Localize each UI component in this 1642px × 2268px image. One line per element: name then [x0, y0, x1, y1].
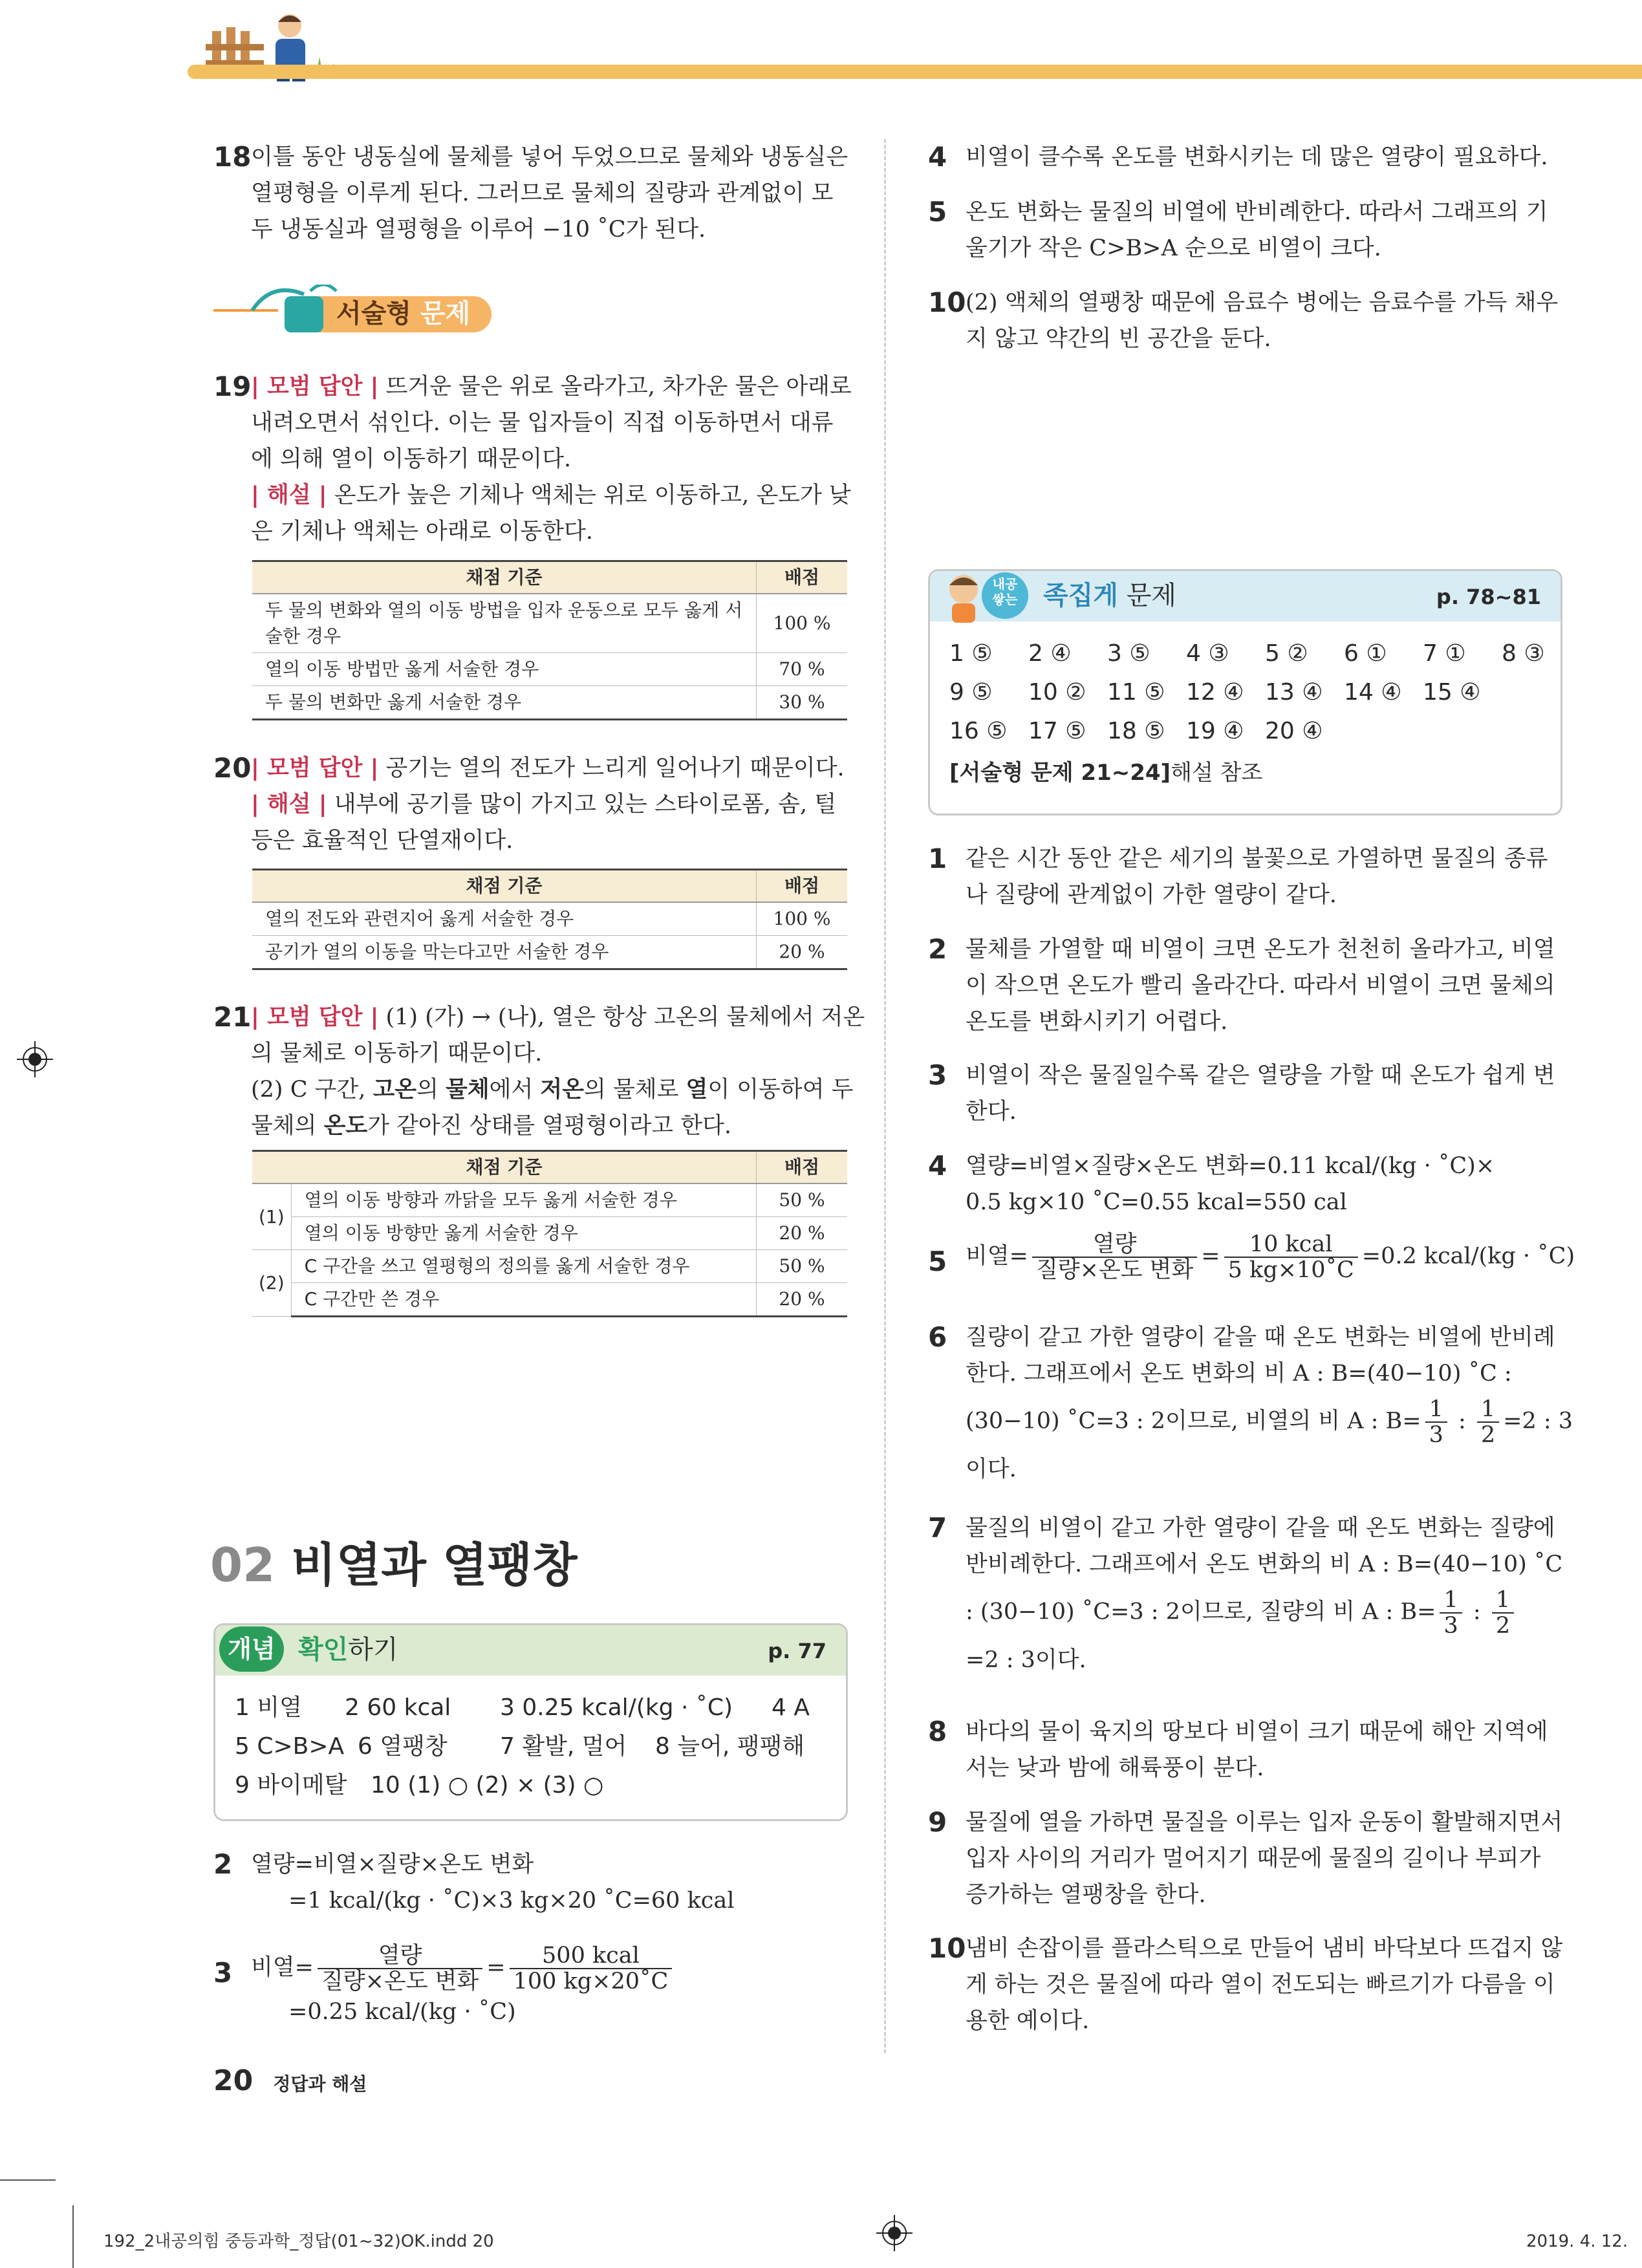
question-number: 19	[213, 371, 252, 402]
table-row	[252, 902, 847, 936]
answer-item: 17 ⑤	[1028, 718, 1086, 744]
question-number: 3	[928, 1059, 947, 1091]
answer-line: 물질에 열을 가하면 물질을 이루는 입자 운동이 활발해지면서	[966, 1809, 1563, 1835]
table-header: 채점 기준	[252, 561, 757, 594]
denominator: 질량×온도 변화	[321, 1969, 479, 1994]
table-row	[252, 1283, 847, 1317]
answer-line: =0.25 kcal/(kg · ˚C)	[288, 1999, 516, 2025]
question-number: 18	[213, 141, 252, 173]
explanation-label: | 해설 |	[251, 482, 327, 508]
answer-line: 나 질량에 관계없이 가한 열량이 같다.	[966, 882, 1337, 908]
keyword: 고온	[373, 1077, 417, 1103]
answer-line: 두 냉동실과 열평형을 이루어 −10 ˚C가 된다.	[251, 217, 706, 243]
answer-item: 11 ⑤	[1107, 679, 1165, 706]
answer-line: 한다. 그래프에서 온도 변화의 비 A : B=(40−10) ˚C :	[966, 1361, 1512, 1387]
answer-item: 8 늘어, 팽팽해	[655, 1733, 805, 1760]
answer-item: 7 활발, 멀어	[500, 1733, 627, 1760]
fraction	[1224, 1232, 1358, 1282]
answer-line: 바다의 물이 육지의 땅보다 비열이 크기 때문에 해안 지역에	[966, 1719, 1548, 1745]
table-cell: 공기가 열의 이동을 막는다고만 서술한 경우	[252, 936, 757, 969]
keyword: 열	[686, 1077, 708, 1103]
question-number: 5	[928, 196, 947, 228]
box-title: 족집게	[1043, 581, 1118, 610]
answer-line: (1) (가) → (나), 열은 항상 고온의 물체에서 저온	[378, 1004, 865, 1030]
answer-note	[949, 755, 1262, 791]
answer-item: 9 바이메탈	[235, 1772, 347, 1798]
concept-check-box	[213, 1623, 848, 1821]
question-number: 5	[928, 1246, 947, 1277]
answer-text: 물체의	[251, 1113, 324, 1139]
banner-title-suffix: 문제	[411, 299, 471, 329]
table-header: 배점	[757, 1151, 848, 1184]
fraction	[1477, 1397, 1499, 1447]
answer-line: 용한 예이다.	[966, 2008, 1090, 2034]
answer-line: 온도가 높은 기체나 액체는 위로 이동하고, 온도가 낮	[327, 482, 851, 508]
answer-text: 의 물체로	[584, 1077, 686, 1103]
answer-row	[235, 1767, 603, 1804]
numerator: 1	[1440, 1588, 1462, 1614]
answer-line: 은 기체나 액체는 아래로 이동한다.	[251, 519, 593, 545]
formula-rhs: =0.2 kcal/(kg · ˚C)	[1361, 1243, 1575, 1269]
answer-item: 9 ⑤	[949, 679, 993, 706]
answer-line: 입자 사이의 거리가 멀어지기 때문에 물질의 길이나 부피가	[966, 1846, 1541, 1872]
table-row	[252, 936, 847, 969]
answer-line: 의 물체로 이동하기 때문이다.	[251, 1041, 543, 1066]
answer-line: 비열이 작은 물질일수록 같은 열량을 가할 때 온도가 쉽게 변	[966, 1063, 1555, 1088]
answer-text: :	[1451, 1408, 1473, 1434]
keyword: 저온	[540, 1077, 585, 1103]
key-problems-box	[928, 569, 1562, 815]
scoring-table-19	[252, 560, 847, 720]
question-number: 6	[928, 1321, 947, 1353]
numerator: 열량	[318, 1943, 482, 1969]
answer-item: 8 ③	[1502, 640, 1545, 667]
model-answer-label: | 모범 답안 |	[251, 374, 379, 400]
print-file-name: 192_2내공의힘 중등과학_정답(01~32)OK.indd 20	[103, 2232, 494, 2251]
answer-line: 이 작으면 온도가 빨리 올라간다. 따라서 비열이 크면 물체의	[966, 973, 1555, 999]
answer-row	[949, 675, 1502, 711]
numerator: 500 kcal	[510, 1943, 673, 1969]
answer-item: 12 ④	[1186, 679, 1244, 706]
registration-mark-bottom	[876, 2215, 913, 2262]
chapter-title	[210, 1536, 578, 1594]
table-cell: 열의 이동 방법만 옳게 서술한 경우	[252, 653, 757, 686]
table-cell: C 구간을 쓰고 열평형의 정의를 옳게 서술한 경우	[291, 1250, 756, 1283]
equals: =	[1201, 1243, 1220, 1269]
answer-line: 울기가 작은 C>B>A 순으로 비열이 크다.	[966, 235, 1381, 261]
numerator: 10 kcal	[1224, 1232, 1358, 1258]
badge-text: 쌓는	[992, 592, 1018, 607]
answer-item: 10 (1) ○ (2) × (3) ○	[371, 1772, 604, 1798]
registration-mark-left	[17, 1041, 53, 1088]
answer-line: 에 의해 열이 이동하기 때문이다.	[251, 446, 572, 472]
table-cell: 70 %	[757, 653, 848, 686]
page-ref: p. 77	[768, 1639, 826, 1663]
answer-line: 냄비 손잡이를 플라스틱으로 만들어 냄비 바닥보다 뜨겁지 않	[966, 1936, 1563, 1961]
answer-line: 물질의 비열이 같고 가한 열량이 같을 때 온도 변화는 질량에	[966, 1515, 1555, 1541]
keyword: 물체	[446, 1077, 490, 1103]
answer-line: 질량이 같고 가한 열량이 같을 때 온도 변화는 비열에 반비례	[966, 1324, 1555, 1350]
answer-item: 4 ③	[1186, 640, 1229, 667]
answer-line: 서는 낮과 밤에 해륙풍이 분다.	[966, 1755, 1264, 1781]
table-cell: 20 %	[757, 1217, 848, 1250]
answer-text: :	[1465, 1599, 1488, 1625]
box-title-suffix: 문제	[1118, 581, 1176, 610]
answer-item: 7 ①	[1423, 640, 1466, 667]
table-cell: 50 %	[757, 1183, 848, 1217]
question-number: 1	[928, 843, 947, 874]
table-cell: 두 물의 변화만 옳게 서술한 경우	[252, 686, 757, 720]
answer-line: 등은 효율적인 단열재이다.	[251, 828, 513, 854]
fraction	[1032, 1232, 1197, 1282]
top-color-bar	[188, 65, 1642, 79]
page-ref: p. 78~81	[1436, 585, 1541, 609]
answer-item: 20 ④	[1265, 718, 1323, 744]
answer-item: 14 ④	[1344, 679, 1402, 706]
answer-item: 4 A	[772, 1694, 810, 1721]
denominator: 3	[1429, 1422, 1443, 1448]
numerator: 1	[1492, 1588, 1514, 1614]
question-number: 9	[928, 1806, 947, 1838]
table-header: 배점	[757, 870, 848, 903]
model-answer-label: | 모범 답안 |	[251, 1004, 379, 1030]
explanation-label: | 해설 |	[251, 792, 327, 817]
answer-line: 내부에 공기를 많이 가지고 있는 스타이로폼, 솜, 털	[327, 792, 837, 817]
note-text: 해설 참조	[1171, 760, 1263, 786]
answer-row	[949, 636, 1581, 672]
page-number: 20	[213, 2064, 254, 2097]
chapter-name: 비열과 열팽창	[275, 1538, 578, 1592]
answer-item: 16 ⑤	[949, 718, 1008, 744]
answer-item: 15 ④	[1423, 679, 1481, 706]
answer-text: 가 같아진 상태를 열평형이라고 한다.	[367, 1113, 731, 1139]
denominator: 5 kg×10˚C	[1227, 1257, 1354, 1283]
question-number: 4	[928, 1150, 947, 1182]
answer-line: 온도를 변화시키기 어렵다.	[966, 1009, 1228, 1035]
table-cell: 술한 경우	[265, 625, 341, 647]
trim-mark	[0, 2179, 56, 2181]
answer-line: 열량=비열×질량×온도 변화	[251, 1852, 534, 1877]
fraction	[1440, 1588, 1462, 1638]
table-cell: (2)	[252, 1250, 291, 1317]
table-header: 채점 기준	[252, 1151, 757, 1184]
question-number: 8	[928, 1716, 947, 1747]
answer-item: 19 ④	[1186, 718, 1244, 744]
answer-line: =1 kcal/(kg · ˚C)×3 kg×20 ˚C=60 kcal	[288, 1888, 735, 1914]
answer-line: 공기는 열의 전도가 느리게 일어나기 때문이다.	[378, 755, 845, 781]
box-title: 확인	[298, 1635, 349, 1665]
question-number: 2	[928, 933, 947, 965]
question-number: 4	[928, 141, 947, 173]
question-number: 3	[213, 1957, 233, 1989]
answer-line: 열량=비열×질량×온도 변화=0.11 kcal/(kg · ˚C)×	[966, 1153, 1495, 1179]
formula-lhs: 비열=	[966, 1243, 1028, 1269]
model-answer-label: | 모범 답안 |	[251, 755, 379, 781]
answer-row	[949, 713, 1344, 750]
denominator: 3	[1443, 1613, 1458, 1639]
table-row	[252, 653, 847, 686]
answer-text: 이 이동하여 두	[708, 1077, 854, 1103]
trim-mark	[72, 2205, 74, 2268]
fraction	[1425, 1397, 1447, 1447]
table-cell: 두 물의 변화와 열의 이동 방법을 입자 운동으로 모두 옳게 서	[265, 599, 743, 621]
banner-title: 서술형	[336, 299, 411, 329]
table-row	[252, 1217, 847, 1250]
fraction	[318, 1943, 482, 1994]
fraction	[510, 1943, 673, 1994]
formula-lhs: 비열=	[251, 1954, 314, 1981]
table-row	[252, 1250, 847, 1283]
answer-item: 13 ④	[1265, 679, 1323, 706]
answer-line: 게 하는 것은 물질에 따라 열이 전도되는 빠르기가 다름을 이	[966, 1972, 1555, 1998]
answer-item: 1 비열	[235, 1694, 302, 1721]
concept-tag	[219, 1626, 284, 1672]
chapter-number: 02	[210, 1538, 275, 1592]
table-cell: 20 %	[757, 936, 848, 969]
answer-line: 증가하는 열팽창을 한다.	[966, 1882, 1206, 1908]
table-row	[252, 686, 847, 720]
answer-item: 3 ⑤	[1107, 640, 1150, 667]
table-row	[252, 594, 847, 653]
answer-row	[235, 1690, 810, 1726]
question-number: 21	[213, 1001, 252, 1033]
box-title-suffix: 하기	[348, 1635, 398, 1665]
table-cell: C 구간만 쓴 경우	[291, 1283, 756, 1317]
answer-line: 물체를 가열할 때 비열이 크면 온도가 천천히 올라가고, 비열	[966, 936, 1555, 962]
section-banner	[213, 285, 504, 343]
answer-item: 6 열팽창	[358, 1733, 448, 1760]
table-cell: 20 %	[757, 1283, 848, 1317]
answer-text: 에서	[489, 1077, 541, 1103]
denominator: 질량×온도 변화	[1035, 1257, 1194, 1283]
answer-text: (2) C 구간,	[251, 1077, 373, 1103]
answer-item: 18 ⑤	[1107, 718, 1165, 744]
answer-item: 2 ④	[1028, 640, 1072, 667]
numerator: 1	[1425, 1397, 1447, 1423]
answer-text: 의	[416, 1077, 446, 1103]
badge-text: 내공	[992, 576, 1018, 592]
keyword: 온도	[323, 1113, 368, 1139]
fraction	[1492, 1588, 1514, 1638]
denominator: 2	[1480, 1422, 1496, 1448]
table-cell: 열의 이동 방향만 옳게 서술한 경우	[291, 1217, 756, 1250]
answer-line: 내려오면서 섞인다. 이는 물 입자들이 직접 이동하면서 대류	[251, 410, 834, 436]
question-number: 10	[928, 1932, 966, 1964]
column-divider	[884, 139, 886, 2053]
answer-line: 뜨거운 물은 위로 올라가고, 차가운 물은 아래로	[378, 374, 852, 400]
scoring-table-20	[252, 869, 847, 970]
denominator: 100 kg×20˚C	[513, 1969, 669, 1994]
table-header: 배점	[757, 561, 848, 594]
answer-item: 5 ②	[1265, 640, 1308, 667]
table-row	[252, 1183, 847, 1217]
note-bold: [서술형 문제 21~24]	[949, 760, 1171, 786]
answer-line: 같은 시간 동안 같은 세기의 불꽃으로 가열하면 물질의 종류	[966, 846, 1548, 872]
answer-item: 3 0.25 kcal/(kg · ˚C)	[500, 1694, 733, 1721]
question-number: 20	[213, 752, 252, 784]
answer-line: =2 : 3이다.	[966, 1647, 1086, 1673]
mascot-icon	[935, 567, 1032, 625]
answer-line: (2) 액체의 열팽창 때문에 음료수 병에는 음료수를 가득 채우	[966, 290, 1559, 316]
page-footer	[213, 2063, 367, 2102]
table-cell: 50 %	[757, 1250, 848, 1283]
answer-line: 온도 변화는 물질의 비열에 반비례한다. 따라서 그래프의 기	[966, 199, 1548, 225]
equals: =	[486, 1954, 506, 1981]
answer-line: 비열이 클수록 온도를 변화시키는 데 많은 열량이 필요하다.	[966, 144, 1548, 170]
denominator: 2	[1495, 1613, 1511, 1639]
answer-line: 이틀 동안 냉동실에 물체를 넣어 두었으므로 물체와 냉동실은	[251, 144, 848, 170]
question-number: 7	[928, 1512, 947, 1544]
question-number: 2	[213, 1848, 233, 1880]
answer-line: 반비례한다. 그래프에서 온도 변화의 비 A : B=(40−10) ˚C	[966, 1551, 1563, 1577]
answer-text: (30−10) ˚C=3 : 2이므로, 비열의 비 A : B=	[966, 1408, 1421, 1434]
answer-line: 0.5 kg×10 ˚C=0.55 kcal=550 cal	[966, 1189, 1347, 1215]
answer-row	[235, 1729, 805, 1765]
answer-item: 1 ⑤	[949, 640, 993, 667]
table-cell: 열의 전도와 관련지어 옳게 서술한 경우	[252, 902, 757, 936]
answer-text: : (30−10) ˚C=3 : 2이므로, 질량의 비 A : B=	[966, 1599, 1436, 1625]
answer-item: 6 ①	[1344, 640, 1387, 667]
answer-text: =2 : 3	[1503, 1408, 1573, 1434]
table-cell: 100 %	[757, 902, 848, 936]
table-cell: (1)	[252, 1183, 291, 1250]
table-header: 채점 기준	[252, 870, 757, 903]
page-footer-label: 정답과 해설	[273, 2073, 367, 2095]
scoring-table-21	[252, 1150, 847, 1317]
answer-line: 이다.	[966, 1456, 1017, 1482]
answer-line: 열평형을 이루게 된다. 그러므로 물체의 질량과 관계없이 모	[251, 180, 834, 206]
table-cell: 30 %	[757, 686, 848, 720]
answer-line: 지 않고 약간의 빈 공간을 둔다.	[966, 326, 1271, 352]
print-date: 2019. 4. 12.	[1526, 2232, 1628, 2251]
numerator: 1	[1477, 1397, 1499, 1423]
answer-item: 10 ②	[1028, 679, 1086, 706]
question-number: 10	[928, 286, 966, 318]
answer-item: 2 60 kcal	[345, 1694, 451, 1721]
answer-line: 한다.	[966, 1099, 1017, 1125]
table-cell: 100 %	[757, 594, 848, 653]
numerator: 열량	[1032, 1232, 1197, 1258]
table-cell: 열의 이동 방향과 까닭을 모두 옳게 서술한 경우	[291, 1183, 756, 1217]
answer-item: 5 C>B>A	[235, 1733, 345, 1760]
concept-tag-label: 개념	[228, 1635, 275, 1663]
